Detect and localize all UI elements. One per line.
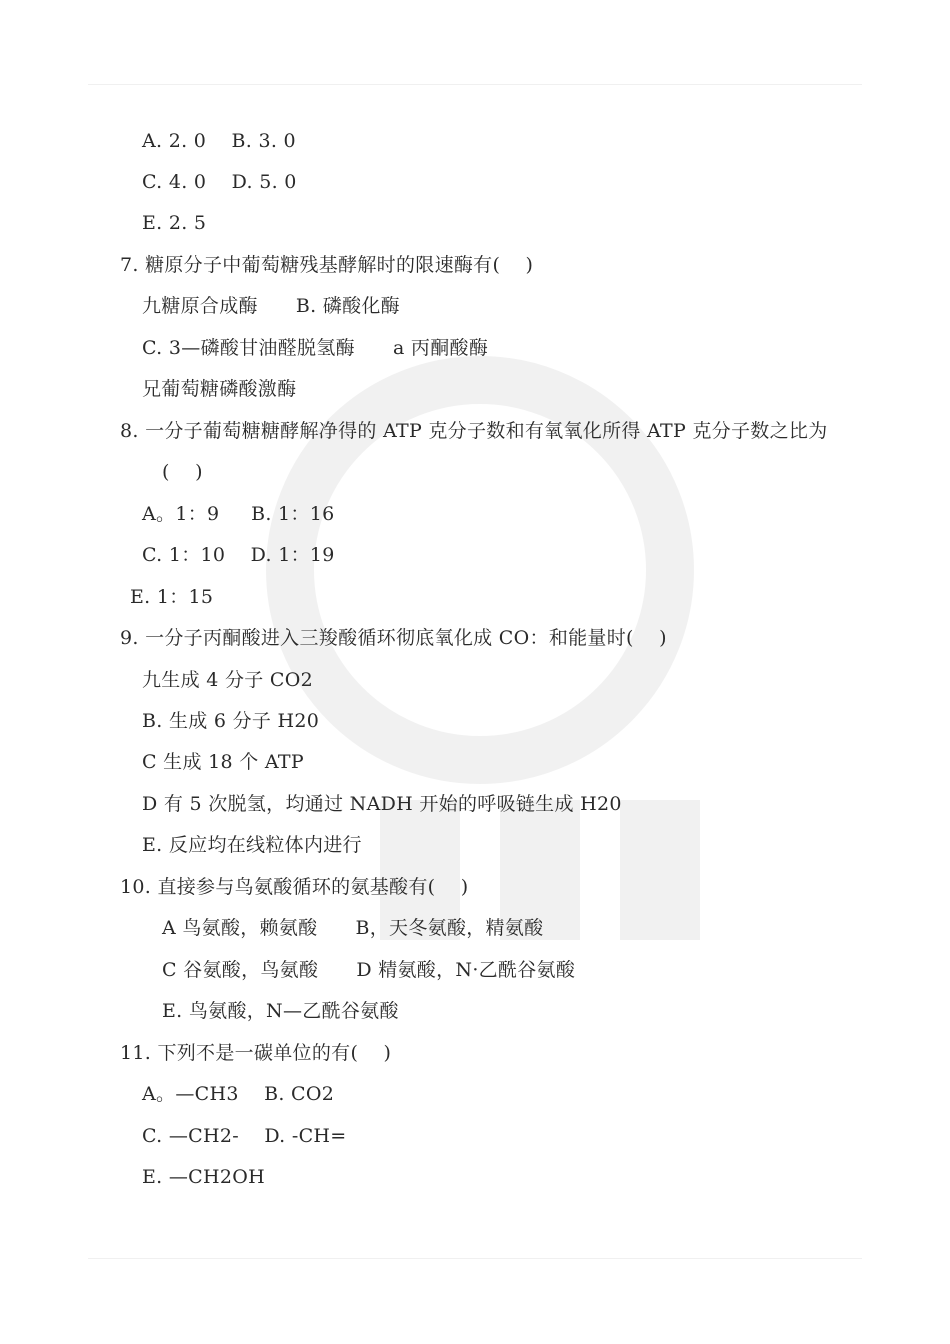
option-line: E. 2. 5 (142, 212, 207, 234)
option-line: B. 生成 6 分子 H20 (142, 710, 320, 732)
option-line: 九糖原合成酶 B. 磷酸化酶 (142, 295, 400, 317)
top-rule (88, 84, 862, 85)
option-line: C. —CH2- D. -CH= (142, 1125, 347, 1147)
option-line: E. 鸟氨酸，N—乙酰谷氨酸 (162, 1000, 399, 1022)
option-line: E. 反应均在线粒体内进行 (142, 834, 362, 856)
option-line: 九生成 4 分子 CO2 (142, 669, 314, 691)
option-line: C 生成 18 个 ATP (142, 751, 304, 773)
option-line: E. 1：15 (130, 586, 214, 608)
option-line: A. 2. 0 B. 3. 0 (142, 130, 296, 152)
question-9: 9. 一分子丙酮酸进入三羧酸循环彻底氧化成 CO：和能量时( ) (120, 627, 667, 649)
question-11: 11. 下列不是一碳单位的有( ) (120, 1042, 392, 1064)
option-line: A。—CH3 B. CO2 (142, 1083, 335, 1105)
option-line: C 谷氨酸，鸟氨酸 D 精氨酸，N·乙酰谷氨酸 (162, 959, 576, 981)
question-7: 7. 糖原分子中葡萄糖残基酵解时的限速酶有( ) (120, 254, 534, 276)
option-line: C. 3—磷酸甘油醛脱氢酶 a 丙酮酸酶 (142, 337, 489, 359)
option-line: 兄葡萄糖磷酸激酶 (142, 378, 297, 400)
option-line: A 鸟氨酸，赖氨酸 B，天冬氨酸，精氨酸 (162, 917, 544, 939)
option-line: D 有 5 次脱氢，均通过 NADH 开始的呼吸链生成 H20 (142, 793, 622, 815)
option-line: C. 4. 0 D. 5. 0 (142, 171, 297, 193)
option-line: E. —CH2OH (142, 1166, 265, 1188)
question-10: 10. 直接参与鸟氨酸循环的氨基酸有( ) (120, 876, 469, 898)
bottom-rule (88, 1258, 862, 1259)
question-8: 8. 一分子葡萄糖糖酵解净得的 ATP 克分子数和有氧氧化所得 ATP 克分子数之比为 (120, 420, 828, 442)
option-line: A。1：9 B. 1：16 (142, 503, 335, 525)
question-8-continuation: ( ) (162, 461, 203, 483)
option-line: C. 1：10 D. 1：19 (142, 544, 335, 566)
